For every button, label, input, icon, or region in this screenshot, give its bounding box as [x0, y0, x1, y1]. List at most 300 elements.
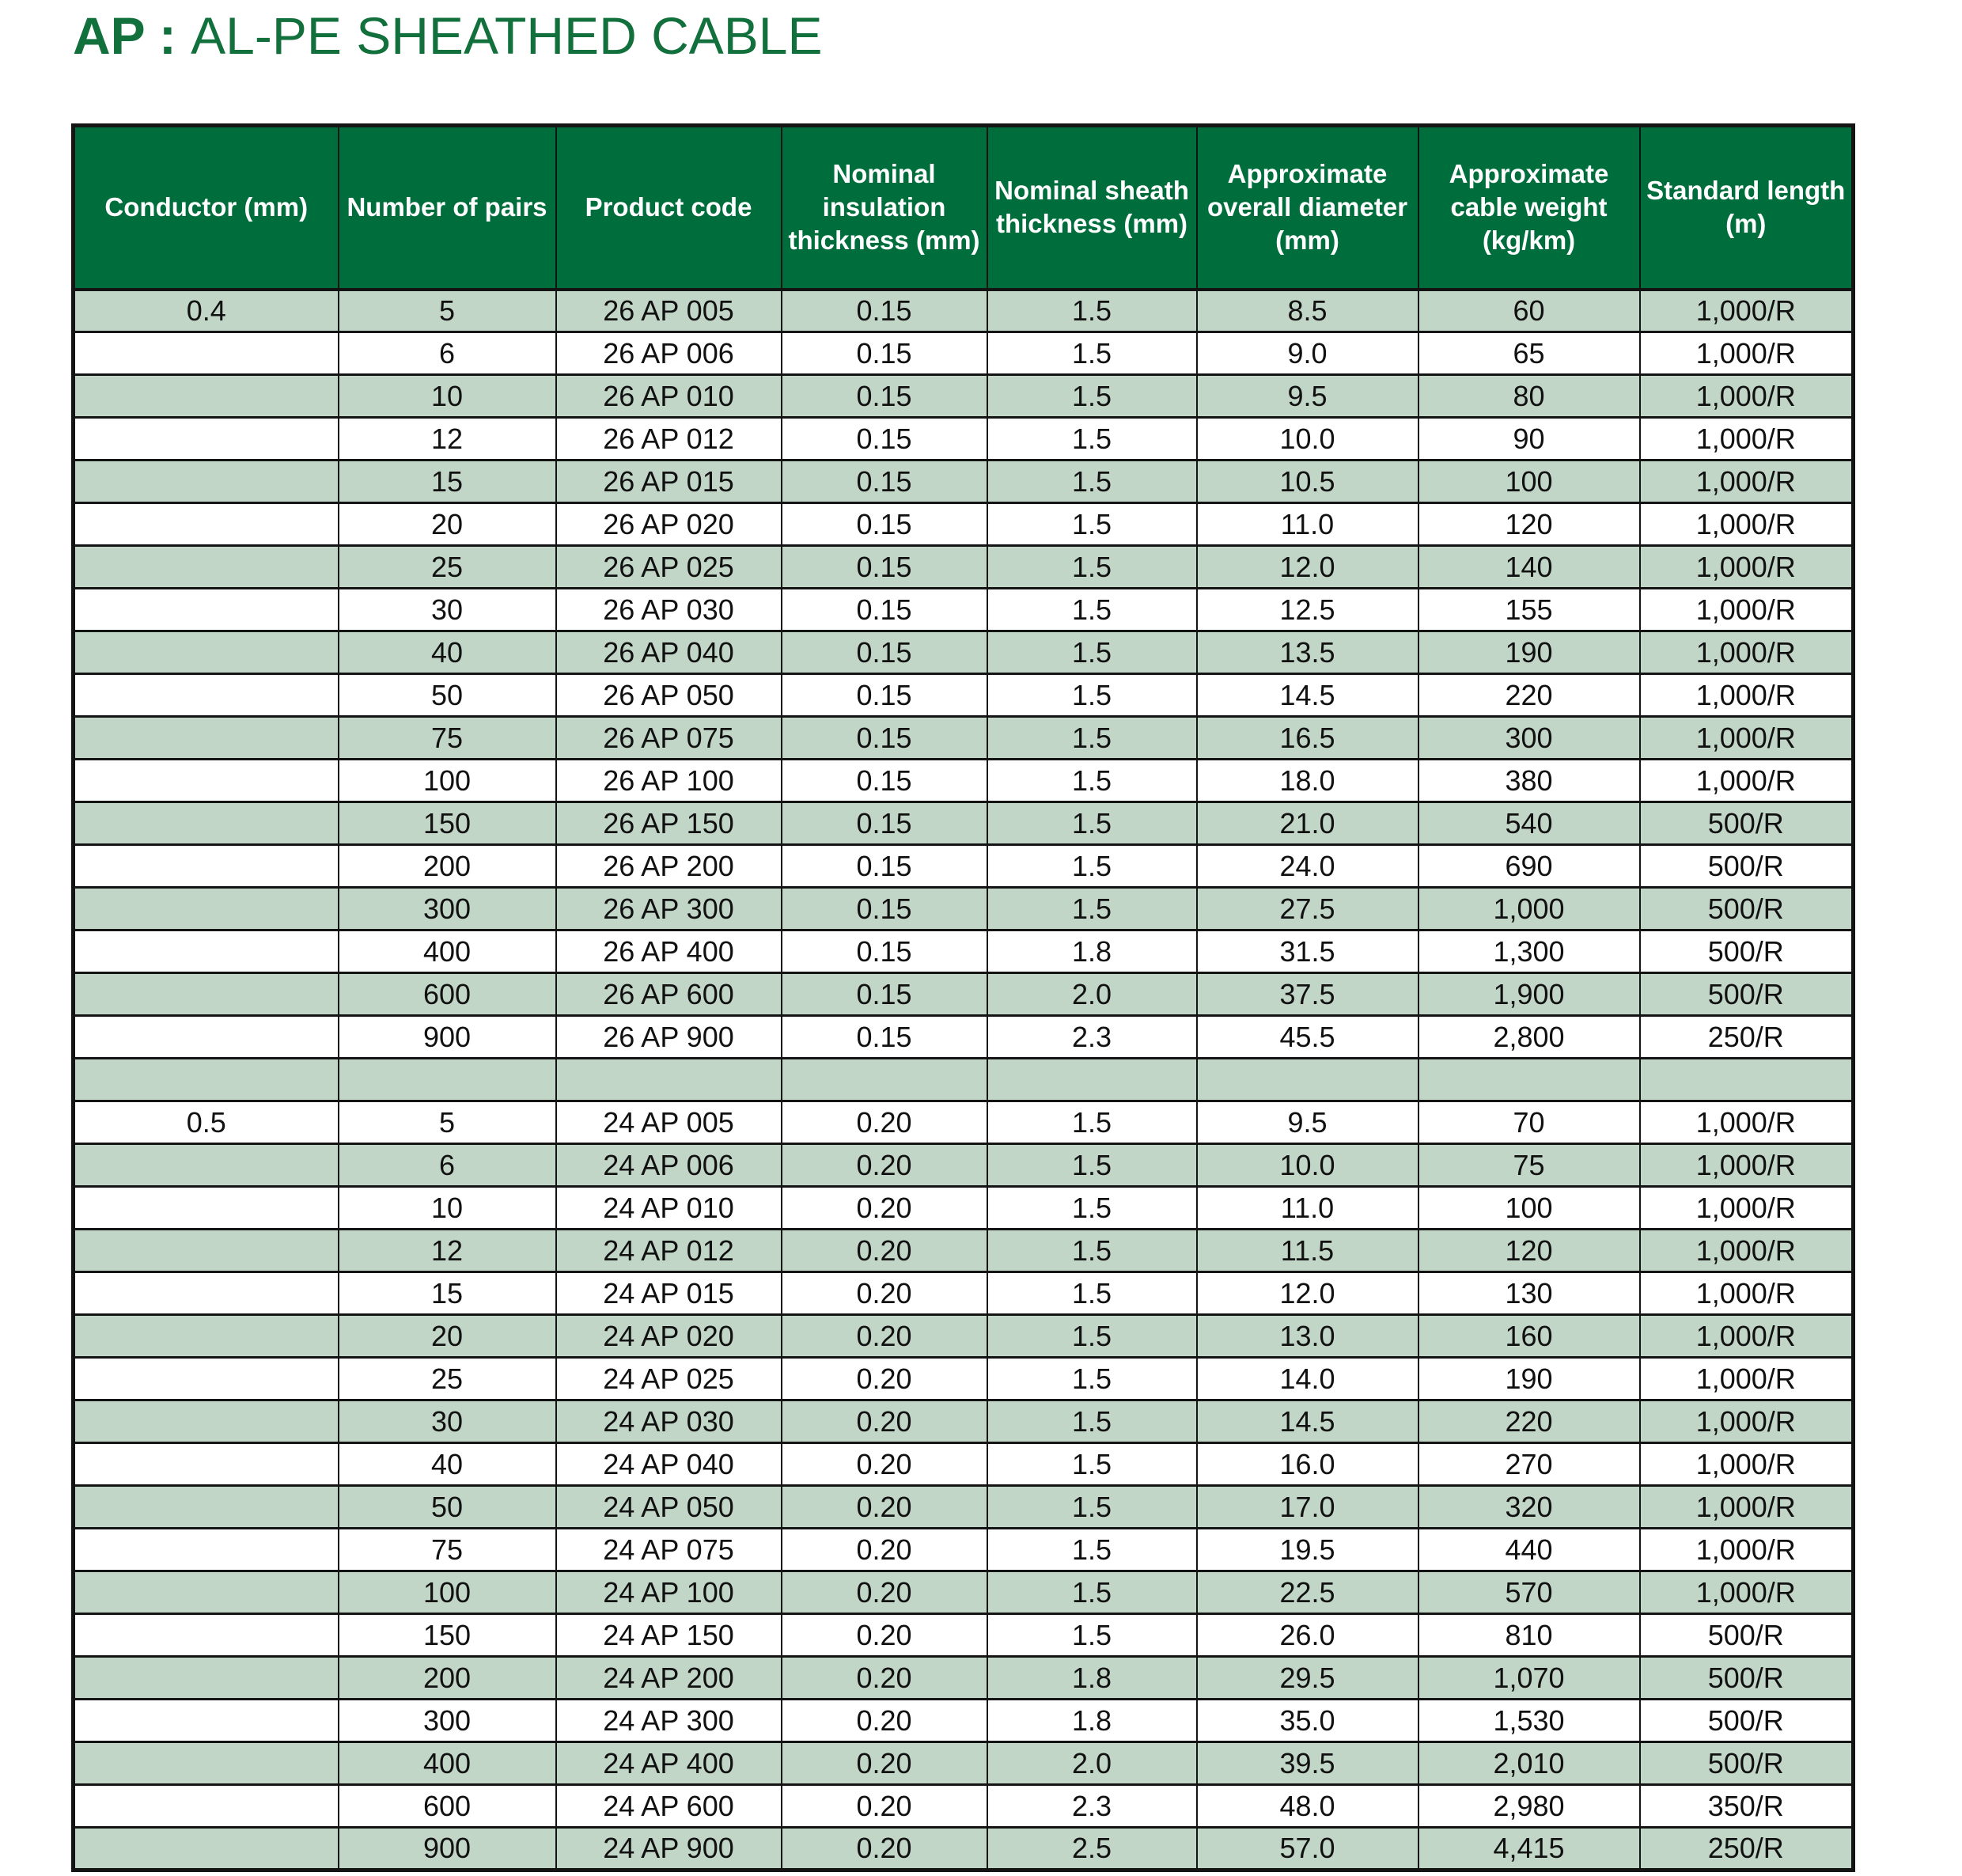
- standard-length-cell: 1,000/R: [1640, 1272, 1854, 1315]
- conductor-cell: [74, 1272, 339, 1315]
- standard-length-cell: 1,000/R: [1640, 1230, 1854, 1272]
- standard-length-cell: 1,000/R: [1640, 1187, 1854, 1230]
- conductor-cell: 0.5: [74, 1101, 339, 1144]
- product-code-cell: 26 AP 300: [556, 888, 782, 930]
- cable-weight-cell: 75: [1418, 1144, 1640, 1187]
- insulation-thickness-cell: 0.15: [782, 845, 987, 888]
- overall-diameter-cell: 57.0: [1197, 1828, 1418, 1870]
- cable-weight-cell: 440: [1418, 1529, 1640, 1571]
- title-product-name: AL-PE SHEATHED CABLE: [191, 6, 823, 65]
- pairs-cell: 6: [339, 332, 556, 375]
- table-row: [74, 888, 1854, 930]
- conductor-cell: [74, 503, 339, 546]
- header-row: [74, 126, 1854, 290]
- sheath-thickness-cell: 1.5: [987, 1230, 1197, 1272]
- empty-cell: [782, 1059, 987, 1101]
- standard-length-cell: 500/R: [1640, 845, 1854, 888]
- product-code-cell: 24 AP 015: [556, 1272, 782, 1315]
- insulation-thickness-cell: 0.20: [782, 1400, 987, 1443]
- sheath-thickness-cell: 1.5: [987, 290, 1197, 332]
- standard-length-cell: 250/R: [1640, 1016, 1854, 1059]
- cable-weight-cell: 60: [1418, 290, 1640, 332]
- insulation-thickness-cell: 0.20: [782, 1657, 987, 1700]
- product-code-cell: 26 AP 050: [556, 674, 782, 717]
- overall-diameter-cell: 27.5: [1197, 888, 1418, 930]
- sheath-thickness-cell: 1.8: [987, 1657, 1197, 1700]
- spec-table: [71, 123, 1855, 1872]
- overall-diameter-cell: 9.5: [1197, 375, 1418, 418]
- sheath-thickness-cell: 1.5: [987, 332, 1197, 375]
- conductor-cell: [74, 1315, 339, 1358]
- sheath-thickness-cell: 2.0: [987, 973, 1197, 1016]
- product-code-cell: 24 AP 010: [556, 1187, 782, 1230]
- conductor-cell: [74, 1187, 339, 1230]
- insulation-thickness-cell: 0.15: [782, 717, 987, 760]
- sheath-thickness-cell: 2.5: [987, 1828, 1197, 1870]
- table-row: [74, 631, 1854, 674]
- overall-diameter-cell: 12.0: [1197, 1272, 1418, 1315]
- product-code-cell: 24 AP 012: [556, 1230, 782, 1272]
- cable-weight-cell: 2,800: [1418, 1016, 1640, 1059]
- insulation-thickness-cell: 0.15: [782, 930, 987, 973]
- overall-diameter-cell: 31.5: [1197, 930, 1418, 973]
- cable-weight-cell: 70: [1418, 1101, 1640, 1144]
- cable-weight-cell: 2,010: [1418, 1742, 1640, 1785]
- conductor-cell: [74, 1614, 339, 1657]
- spec-table-header: [74, 126, 1854, 290]
- pairs-cell: 200: [339, 845, 556, 888]
- overall-diameter-cell: 21.0: [1197, 802, 1418, 845]
- spec-table-body: [74, 290, 1854, 1870]
- cable-weight-cell: 300: [1418, 717, 1640, 760]
- empty-cell: [987, 1059, 1197, 1101]
- cable-weight-cell: 810: [1418, 1614, 1640, 1657]
- sheath-thickness-cell: 1.5: [987, 1358, 1197, 1400]
- sheath-thickness-cell: 1.5: [987, 460, 1197, 503]
- cable-weight-cell: 220: [1418, 1400, 1640, 1443]
- product-code-cell: 24 AP 030: [556, 1400, 782, 1443]
- sheath-thickness-cell: 1.5: [987, 1443, 1197, 1486]
- cable-weight-cell: 1,530: [1418, 1700, 1640, 1742]
- overall-diameter-cell: 48.0: [1197, 1785, 1418, 1828]
- sheath-thickness-cell: 1.5: [987, 760, 1197, 802]
- conductor-cell: [74, 1443, 339, 1486]
- standard-length-cell: 1,000/R: [1640, 1443, 1854, 1486]
- insulation-thickness-cell: 0.15: [782, 418, 987, 460]
- standard-length-cell: 1,000/R: [1640, 674, 1854, 717]
- product-code-cell: 26 AP 100: [556, 760, 782, 802]
- sheath-thickness-cell: 1.5: [987, 589, 1197, 631]
- conductor-cell: [74, 1742, 339, 1785]
- standard-length-cell: 1,000/R: [1640, 1486, 1854, 1529]
- table-row: [74, 589, 1854, 631]
- product-code-cell: 26 AP 006: [556, 332, 782, 375]
- pairs-cell: 25: [339, 1358, 556, 1400]
- cable-weight-cell: 270: [1418, 1443, 1640, 1486]
- pairs-cell: 100: [339, 1571, 556, 1614]
- cable-weight-cell: 100: [1418, 1187, 1640, 1230]
- cable-weight-cell: 130: [1418, 1272, 1640, 1315]
- table-row: [74, 1358, 1854, 1400]
- sheath-thickness-cell: 1.5: [987, 1144, 1197, 1187]
- header-product-code: Product code: [556, 126, 782, 290]
- sheath-thickness-cell: 1.8: [987, 1700, 1197, 1742]
- table-row: [74, 546, 1854, 589]
- sheath-thickness-cell: 1.5: [987, 1315, 1197, 1358]
- pairs-cell: 15: [339, 1272, 556, 1315]
- overall-diameter-cell: 18.0: [1197, 760, 1418, 802]
- pairs-cell: 30: [339, 1400, 556, 1443]
- empty-cell: [339, 1059, 556, 1101]
- product-code-cell: 26 AP 020: [556, 503, 782, 546]
- sheath-thickness-cell: 1.5: [987, 1187, 1197, 1230]
- cable-weight-cell: 140: [1418, 546, 1640, 589]
- pairs-cell: 300: [339, 888, 556, 930]
- sheath-thickness-cell: 2.0: [987, 1742, 1197, 1785]
- standard-length-cell: 1,000/R: [1640, 1529, 1854, 1571]
- insulation-thickness-cell: 0.15: [782, 332, 987, 375]
- overall-diameter-cell: 19.5: [1197, 1529, 1418, 1571]
- product-code-cell: 24 AP 100: [556, 1571, 782, 1614]
- pairs-cell: 20: [339, 1315, 556, 1358]
- table-row: [74, 1230, 1854, 1272]
- overall-diameter-cell: 9.5: [1197, 1101, 1418, 1144]
- standard-length-cell: 1,000/R: [1640, 631, 1854, 674]
- insulation-thickness-cell: 0.20: [782, 1101, 987, 1144]
- table-row: [74, 332, 1854, 375]
- insulation-thickness-cell: 0.20: [782, 1443, 987, 1486]
- insulation-thickness-cell: 0.20: [782, 1358, 987, 1400]
- sheath-thickness-cell: 1.5: [987, 1529, 1197, 1571]
- standard-length-cell: 1,000/R: [1640, 1358, 1854, 1400]
- conductor-cell: [74, 546, 339, 589]
- pairs-cell: 600: [339, 1785, 556, 1828]
- sheath-thickness-cell: 1.5: [987, 503, 1197, 546]
- insulation-thickness-cell: 0.20: [782, 1272, 987, 1315]
- product-code-cell: 24 AP 005: [556, 1101, 782, 1144]
- insulation-thickness-cell: 0.15: [782, 503, 987, 546]
- product-code-cell: 24 AP 050: [556, 1486, 782, 1529]
- table-row: [74, 717, 1854, 760]
- pairs-cell: 400: [339, 930, 556, 973]
- overall-diameter-cell: 13.0: [1197, 1315, 1418, 1358]
- pairs-cell: 30: [339, 589, 556, 631]
- product-code-cell: 26 AP 900: [556, 1016, 782, 1059]
- conductor-cell: [74, 375, 339, 418]
- sheath-thickness-cell: 1.5: [987, 1571, 1197, 1614]
- cable-weight-cell: 1,000: [1418, 888, 1640, 930]
- overall-diameter-cell: 12.5: [1197, 589, 1418, 631]
- cable-weight-cell: 190: [1418, 1358, 1640, 1400]
- pairs-cell: 50: [339, 674, 556, 717]
- empty-cell: [556, 1059, 782, 1101]
- cable-weight-cell: 80: [1418, 375, 1640, 418]
- overall-diameter-cell: 11.0: [1197, 1187, 1418, 1230]
- standard-length-cell: 1,000/R: [1640, 418, 1854, 460]
- sheath-thickness-cell: 1.5: [987, 888, 1197, 930]
- conductor-cell: [74, 1016, 339, 1059]
- pairs-cell: 12: [339, 418, 556, 460]
- cable-weight-cell: 320: [1418, 1486, 1640, 1529]
- table-row: [74, 802, 1854, 845]
- conductor-cell: [74, 1358, 339, 1400]
- cable-weight-cell: 1,300: [1418, 930, 1640, 973]
- standard-length-cell: 500/R: [1640, 888, 1854, 930]
- standard-length-cell: 1,000/R: [1640, 717, 1854, 760]
- conductor-cell: [74, 1571, 339, 1614]
- insulation-thickness-cell: 0.20: [782, 1529, 987, 1571]
- cable-weight-cell: 190: [1418, 631, 1640, 674]
- conductor-cell: [74, 589, 339, 631]
- cable-weight-cell: 160: [1418, 1315, 1640, 1358]
- pairs-cell: 40: [339, 1443, 556, 1486]
- conductor-cell: [74, 631, 339, 674]
- conductor-cell: [74, 1400, 339, 1443]
- header-overall-diameter: Approximate overall diameter (mm): [1197, 126, 1418, 290]
- sheath-thickness-cell: 1.5: [987, 631, 1197, 674]
- conductor-cell: [74, 802, 339, 845]
- table-row: [74, 375, 1854, 418]
- product-code-cell: 26 AP 015: [556, 460, 782, 503]
- header-conductor: Conductor (mm): [74, 126, 339, 290]
- overall-diameter-cell: 11.0: [1197, 503, 1418, 546]
- overall-diameter-cell: 39.5: [1197, 1742, 1418, 1785]
- overall-diameter-cell: 29.5: [1197, 1657, 1418, 1700]
- product-code-cell: 26 AP 075: [556, 717, 782, 760]
- standard-length-cell: 350/R: [1640, 1785, 1854, 1828]
- pairs-cell: 5: [339, 1101, 556, 1144]
- product-code-cell: 26 AP 400: [556, 930, 782, 973]
- header-sheath-thickness: Nominal sheath thickness (mm): [987, 126, 1197, 290]
- conductor-cell: [74, 460, 339, 503]
- insulation-thickness-cell: 0.15: [782, 973, 987, 1016]
- table-row: [74, 930, 1854, 973]
- overall-diameter-cell: 14.5: [1197, 674, 1418, 717]
- sheath-thickness-cell: 1.5: [987, 674, 1197, 717]
- pairs-cell: 5: [339, 290, 556, 332]
- cable-weight-cell: 2,980: [1418, 1785, 1640, 1828]
- table-row: [74, 1101, 1854, 1144]
- table-row: [74, 1657, 1854, 1700]
- insulation-thickness-cell: 0.15: [782, 290, 987, 332]
- insulation-thickness-cell: 0.20: [782, 1828, 987, 1870]
- overall-diameter-cell: 10.0: [1197, 1144, 1418, 1187]
- sheath-thickness-cell: 1.5: [987, 845, 1197, 888]
- pairs-cell: 900: [339, 1016, 556, 1059]
- overall-diameter-cell: 14.0: [1197, 1358, 1418, 1400]
- empty-cell: [74, 1059, 339, 1101]
- sheath-thickness-cell: 1.5: [987, 802, 1197, 845]
- insulation-thickness-cell: 0.20: [782, 1785, 987, 1828]
- insulation-thickness-cell: 0.15: [782, 546, 987, 589]
- table-row: [74, 1486, 1854, 1529]
- product-code-cell: 26 AP 030: [556, 589, 782, 631]
- overall-diameter-cell: 10.0: [1197, 418, 1418, 460]
- insulation-thickness-cell: 0.15: [782, 802, 987, 845]
- overall-diameter-cell: 45.5: [1197, 1016, 1418, 1059]
- standard-length-cell: 1,000/R: [1640, 460, 1854, 503]
- conductor-cell: [74, 1785, 339, 1828]
- standard-length-cell: 500/R: [1640, 1614, 1854, 1657]
- product-code-cell: 26 AP 012: [556, 418, 782, 460]
- conductor-cell: [74, 888, 339, 930]
- pairs-cell: 150: [339, 1614, 556, 1657]
- cable-weight-cell: 90: [1418, 418, 1640, 460]
- product-code-cell: 24 AP 400: [556, 1742, 782, 1785]
- conductor-cell: [74, 1657, 339, 1700]
- cable-weight-cell: 65: [1418, 332, 1640, 375]
- empty-cell: [1418, 1059, 1640, 1101]
- table-row: [74, 1443, 1854, 1486]
- cable-weight-cell: 155: [1418, 589, 1640, 631]
- sheath-thickness-cell: 2.3: [987, 1016, 1197, 1059]
- insulation-thickness-cell: 0.20: [782, 1614, 987, 1657]
- conductor-cell: [74, 760, 339, 802]
- product-code-cell: 24 AP 900: [556, 1828, 782, 1870]
- product-code-cell: 24 AP 025: [556, 1358, 782, 1400]
- product-code-cell: 26 AP 600: [556, 973, 782, 1016]
- pairs-cell: 50: [339, 1486, 556, 1529]
- product-code-cell: 26 AP 040: [556, 631, 782, 674]
- product-code-cell: 24 AP 150: [556, 1614, 782, 1657]
- pairs-cell: 300: [339, 1700, 556, 1742]
- overall-diameter-cell: 17.0: [1197, 1486, 1418, 1529]
- section-separator-row: [74, 1059, 1854, 1101]
- insulation-thickness-cell: 0.20: [782, 1571, 987, 1614]
- overall-diameter-cell: 12.0: [1197, 546, 1418, 589]
- standard-length-cell: 500/R: [1640, 802, 1854, 845]
- standard-length-cell: 500/R: [1640, 973, 1854, 1016]
- table-row: [74, 1614, 1854, 1657]
- product-code-cell: 26 AP 010: [556, 375, 782, 418]
- cable-weight-cell: 1,070: [1418, 1657, 1640, 1700]
- table-row: [74, 1828, 1854, 1870]
- insulation-thickness-cell: 0.20: [782, 1315, 987, 1358]
- page-title: [73, 8, 1962, 63]
- table-row: [74, 973, 1854, 1016]
- table-row: [74, 845, 1854, 888]
- overall-diameter-cell: 22.5: [1197, 1571, 1418, 1614]
- overall-diameter-cell: 13.5: [1197, 631, 1418, 674]
- standard-length-cell: 500/R: [1640, 930, 1854, 973]
- sheath-thickness-cell: 1.8: [987, 930, 1197, 973]
- table-row: [74, 1016, 1854, 1059]
- insulation-thickness-cell: 0.20: [782, 1742, 987, 1785]
- overall-diameter-cell: 11.5: [1197, 1230, 1418, 1272]
- table-row: [74, 1700, 1854, 1742]
- empty-cell: [1640, 1059, 1854, 1101]
- cable-weight-cell: 1,900: [1418, 973, 1640, 1016]
- standard-length-cell: 1,000/R: [1640, 546, 1854, 589]
- product-code-cell: 24 AP 600: [556, 1785, 782, 1828]
- standard-length-cell: 1,000/R: [1640, 760, 1854, 802]
- product-code-cell: 24 AP 020: [556, 1315, 782, 1358]
- pairs-cell: 75: [339, 1529, 556, 1571]
- pairs-cell: 100: [339, 760, 556, 802]
- header-insulation-thickness: Nominal insulation thickness (mm): [782, 126, 987, 290]
- pairs-cell: 40: [339, 631, 556, 674]
- cable-weight-cell: 570: [1418, 1571, 1640, 1614]
- header-standard-length: Standard length (m): [1640, 126, 1854, 290]
- conductor-cell: [74, 1828, 339, 1870]
- conductor-cell: [74, 717, 339, 760]
- conductor-cell: [74, 1700, 339, 1742]
- table-row: [74, 418, 1854, 460]
- catalog-page: [0, 8, 1962, 1872]
- table-row: [74, 1400, 1854, 1443]
- conductor-cell: [74, 845, 339, 888]
- table-row: [74, 1315, 1854, 1358]
- conductor-cell: [74, 1529, 339, 1571]
- pairs-cell: 12: [339, 1230, 556, 1272]
- standard-length-cell: 1,000/R: [1640, 1144, 1854, 1187]
- cable-weight-cell: 690: [1418, 845, 1640, 888]
- conductor-cell: [74, 1230, 339, 1272]
- cable-weight-cell: 120: [1418, 503, 1640, 546]
- table-row: [74, 290, 1854, 332]
- sheath-thickness-cell: 1.5: [987, 1272, 1197, 1315]
- pairs-cell: 150: [339, 802, 556, 845]
- sheath-thickness-cell: 1.5: [987, 1101, 1197, 1144]
- insulation-thickness-cell: 0.15: [782, 460, 987, 503]
- table-row: [74, 460, 1854, 503]
- sheath-thickness-cell: 1.5: [987, 375, 1197, 418]
- title-product-code: AP :: [73, 6, 191, 65]
- cable-weight-cell: 4,415: [1418, 1828, 1640, 1870]
- overall-diameter-cell: 24.0: [1197, 845, 1418, 888]
- product-code-cell: 26 AP 025: [556, 546, 782, 589]
- insulation-thickness-cell: 0.20: [782, 1700, 987, 1742]
- conductor-cell: [74, 1486, 339, 1529]
- conductor-cell: [74, 674, 339, 717]
- standard-length-cell: 1,000/R: [1640, 332, 1854, 375]
- sheath-thickness-cell: 1.5: [987, 1400, 1197, 1443]
- pairs-cell: 75: [339, 717, 556, 760]
- header-pairs: Number of pairs: [339, 126, 556, 290]
- standard-length-cell: 1,000/R: [1640, 1400, 1854, 1443]
- sheath-thickness-cell: 1.5: [987, 1614, 1197, 1657]
- table-row: [74, 1187, 1854, 1230]
- standard-length-cell: 1,000/R: [1640, 375, 1854, 418]
- sheath-thickness-cell: 1.5: [987, 546, 1197, 589]
- pairs-cell: 20: [339, 503, 556, 546]
- conductor-cell: [74, 418, 339, 460]
- standard-length-cell: 250/R: [1640, 1828, 1854, 1870]
- insulation-thickness-cell: 0.15: [782, 631, 987, 674]
- sheath-thickness-cell: 1.5: [987, 1486, 1197, 1529]
- pairs-cell: 10: [339, 375, 556, 418]
- pairs-cell: 15: [339, 460, 556, 503]
- insulation-thickness-cell: 0.15: [782, 375, 987, 418]
- sheath-thickness-cell: 1.5: [987, 418, 1197, 460]
- table-row: [74, 1272, 1854, 1315]
- sheath-thickness-cell: 2.3: [987, 1785, 1197, 1828]
- product-code-cell: 24 AP 200: [556, 1657, 782, 1700]
- standard-length-cell: 1,000/R: [1640, 290, 1854, 332]
- table-row: [74, 1144, 1854, 1187]
- standard-length-cell: 500/R: [1640, 1700, 1854, 1742]
- standard-length-cell: 500/R: [1640, 1657, 1854, 1700]
- insulation-thickness-cell: 0.15: [782, 760, 987, 802]
- pairs-cell: 200: [339, 1657, 556, 1700]
- cable-weight-cell: 380: [1418, 760, 1640, 802]
- table-row: [74, 674, 1854, 717]
- conductor-cell: [74, 973, 339, 1016]
- standard-length-cell: 1,000/R: [1640, 503, 1854, 546]
- overall-diameter-cell: 37.5: [1197, 973, 1418, 1016]
- conductor-cell: 0.4: [74, 290, 339, 332]
- insulation-thickness-cell: 0.15: [782, 888, 987, 930]
